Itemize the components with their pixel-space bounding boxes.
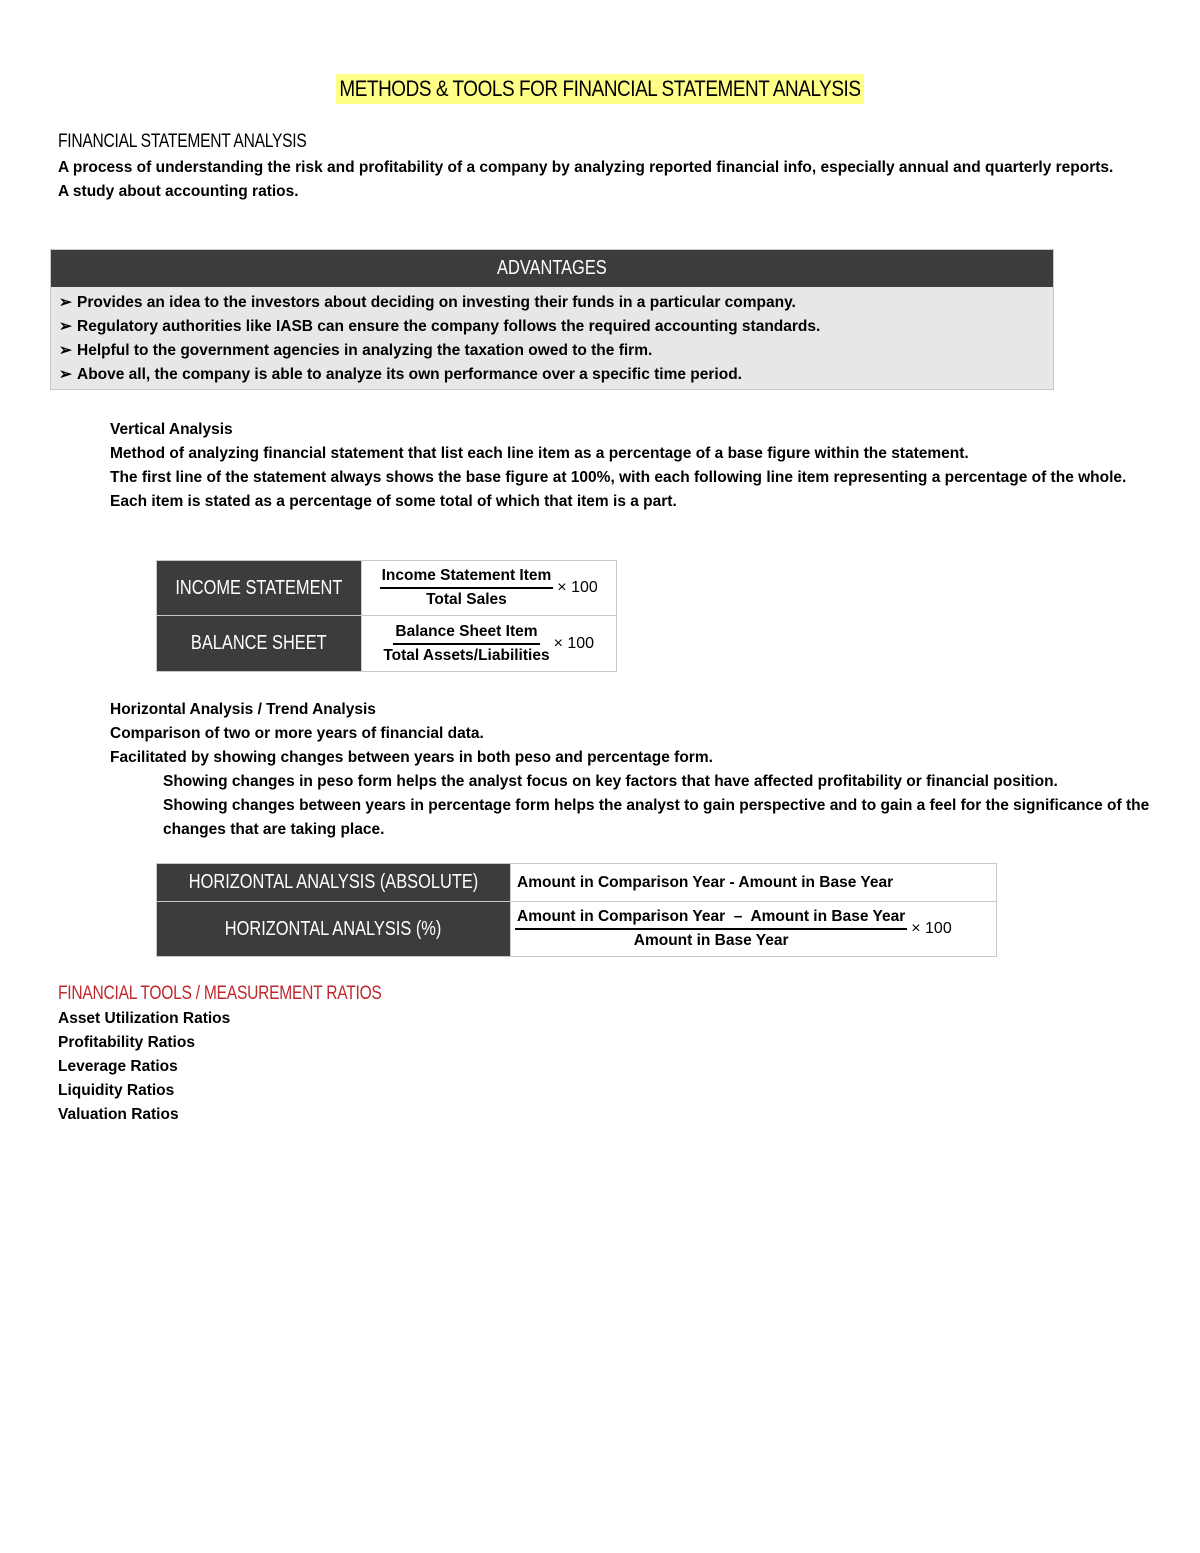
horizontal-absolute-label-cell — [157, 864, 511, 902]
numerator: Amount in Comparison Year – Amount in Base Year — [515, 908, 907, 930]
vertical-analysis-section — [110, 418, 1170, 514]
advantage-item — [59, 339, 1053, 363]
advantages-box — [50, 249, 1054, 390]
fraction — [380, 567, 598, 609]
arrow-bullet-icon: ➢ — [59, 366, 72, 383]
fraction — [383, 623, 594, 665]
income-statement-formula — [361, 561, 616, 616]
table-row — [157, 616, 617, 672]
advantage-text: Helpful to the government agencies in analyzing the taxation owed to the firm. — [77, 342, 653, 359]
advantage-item — [59, 315, 1053, 339]
advantage-item — [59, 291, 1053, 315]
financial-tools-heading: FINANCIAL TOOLS / MEASUREMENT RATIOS — [58, 983, 382, 1004]
multiplier: × 100 — [557, 579, 598, 596]
vertical-formula-table — [156, 560, 617, 672]
advantage-text: Regulatory authorities like IASB can ensure the company follows the required accounting standards. — [77, 318, 821, 335]
fraction — [515, 908, 952, 950]
title-container — [0, 74, 1200, 104]
numerator: Balance Sheet Item — [393, 623, 539, 645]
income-statement-label-cell — [157, 561, 362, 616]
arrow-bullet-icon: ➢ — [59, 342, 72, 359]
ratio-item: Profitability Ratios — [58, 1034, 195, 1051]
denominator: Total Sales — [426, 591, 507, 608]
advantages-header — [51, 250, 1053, 287]
formula-label: HORIZONTAL ANALYSIS (ABSOLUTE) — [188, 871, 479, 893]
multiplier: × 100 — [553, 634, 595, 652]
formula-label: HORIZONTAL ANALYSIS (%) — [225, 917, 442, 940]
formula-label: BALANCE SHEET — [190, 632, 327, 654]
balance-sheet-label-cell — [157, 616, 362, 672]
horizontal-formula-table — [156, 863, 997, 957]
ratios-list — [58, 1007, 458, 1127]
ratio-item: Asset Utilization Ratios — [58, 1010, 231, 1027]
balance-sheet-formula — [361, 616, 616, 672]
ratio-item: Valuation Ratios — [58, 1106, 179, 1123]
vertical-line: Method of analyzing financial statement that list each line item as a percentage of a base figure within the statement. — [110, 445, 969, 462]
horizontal-percent-formula — [511, 902, 997, 957]
table-row — [157, 561, 617, 616]
advantages-list — [51, 287, 1053, 389]
ratio-item: Leverage Ratios — [58, 1058, 178, 1075]
multiplier: × 100 — [911, 920, 952, 937]
table-row — [157, 864, 997, 902]
formula-label: INCOME STATEMENT — [175, 576, 343, 599]
horizontal-percent-label-cell — [157, 902, 511, 957]
denominator: Amount in Base Year — [633, 932, 789, 949]
fraction-body — [515, 908, 907, 950]
advantages-heading: ADVANTAGES — [497, 257, 607, 279]
horizontal-line: Comparison of two or more years of financial data. — [110, 725, 484, 742]
arrow-bullet-icon: ➢ — [59, 294, 72, 311]
fsa-heading: FINANCIAL STATEMENT ANALYSIS — [58, 131, 307, 152]
horizontal-subpoint: Showing changes in peso form helps the analyst focus on key factors that have affected profitability or financial position. — [163, 773, 1058, 790]
fraction-body — [380, 567, 554, 609]
horizontal-analysis-section — [110, 698, 1150, 842]
numerator: Income Statement Item — [380, 567, 554, 589]
horizontal-analysis-heading: Horizontal Analysis / Trend Analysis — [110, 701, 376, 718]
advantage-text: Above all, the company is able to analyze its own performance over a specific time period. — [77, 366, 742, 383]
denominator: Total Assets/Liabilities — [383, 646, 550, 664]
fraction-body — [383, 623, 549, 665]
ratio-item: Liquidity Ratios — [58, 1082, 175, 1099]
table-row — [157, 902, 997, 957]
horizontal-line: Facilitated by showing changes between years in both peso and percentage form. — [110, 749, 713, 766]
horizontal-subpoint: Showing changes between years in percentage form helps the analyst to gain perspective and to gain a feel for the significance of the changes that are taking place. — [163, 797, 1150, 838]
page-title: METHODS & TOOLS FOR FINANCIAL STATEMENT ANALYSIS — [336, 74, 864, 104]
vertical-line: The first line of the statement always shows the base figure at 100%, with each following line item representing a percentage of the whole. — [110, 469, 1127, 486]
fsa-ratios-note: A study about accounting ratios. — [58, 183, 299, 200]
advantage-item — [59, 363, 1053, 387]
vertical-line: Each item is stated as a percentage of some total of which that item is a part. — [110, 493, 677, 510]
fsa-definition: A process of understanding the risk and profitability of a company by analyzing reported financial info, especially annual and quarterly reports. — [58, 159, 1114, 176]
vertical-analysis-heading: Vertical Analysis — [110, 421, 233, 438]
arrow-bullet-icon: ➢ — [59, 318, 72, 335]
fsa-description — [58, 156, 1148, 204]
advantage-text: Provides an idea to the investors about deciding on investing their funds in a particular company. — [77, 294, 796, 311]
horizontal-absolute-formula: Amount in Comparison Year - Amount in Base Year — [511, 864, 997, 902]
